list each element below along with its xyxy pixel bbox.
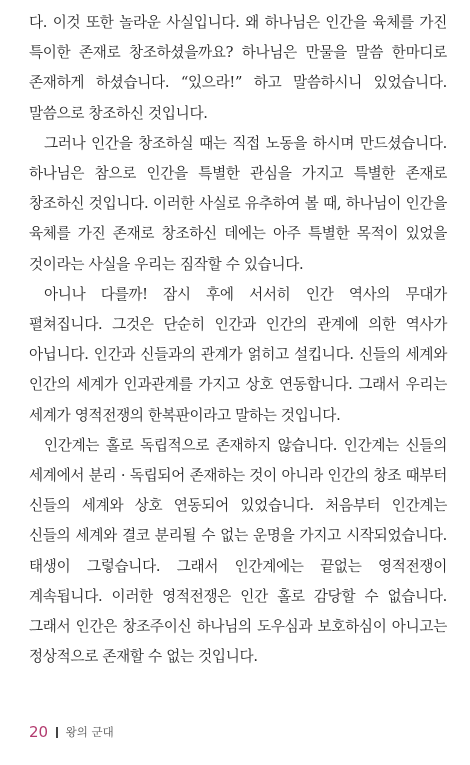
paragraph-2: 그러나 인간을 창조하실 때는 직접 노동을 하시며 만드셨습니다. 하나님은 참으로 인간을 특별한 관심을 가지고 특별한 존재로 창조하신 것입니다. 이러한 사실로 유추하여 볼 때, 하나님이 인간을 육체를 가진 존재로 창조하신 데에는 아주 특별한 목적이 있었을 것이라는 사실을 우리는 짐작할 수 있습니다.: [29, 134, 447, 273]
page-footer: [29, 722, 114, 742]
page-number: 20: [29, 723, 49, 741]
paragraph-4: 인간계는 홀로 독립적으로 존재하지 않습니다. 인간계는 신들의 세계에서 분리 · 독립되어 존재하는 것이 아니라 인간의 창조 때부터 신들의 세계와 상호 연동되어 있었습니다. 처음부터 인간계는 신들의 세계와 결코 분리될 수 없는 운명을 가지고 시작되었습니다. 태생이 그렇습니다. 그래서 인간계에는 끝없는 영적전쟁이 계속됩니다. 이러한 영적전쟁은 인간 홀로 감당할 수 없습니다. 그래서 인간은 창조주이신 하나님의 도우심과 보호하심이 아니고는 정상적으로 존재할 수 없는 것입니다.: [29, 436, 447, 666]
running-title: 왕의 군대: [65, 725, 114, 739]
page-body: [29, 8, 447, 672]
paragraph-1: 다. 이것 또한 놀라운 사실입니다. 왜 하나님은 인간을 육체를 가진 특이한 존재로 창조하셨을까요? 하나님은 만물을 말씀 한마디로 존재하게 하셨습니다. “있으라!” 하고 말씀하시니 있었습니다. 말씀으로 창조하신 것입니다.: [29, 14, 447, 122]
footer-divider: [56, 727, 58, 738]
paragraph-3: 아니나 다를까! 잠시 후에 서서히 인간 역사의 무대가 펼쳐집니다. 그것은 단순히 인간과 인간의 관계에 의한 역사가 아닙니다. 인간과 신들과의 관계가 얽히고 설킵니다. 신들의 세계와 인간의 세계가 인과관계를 가지고 상호 연동합니다. 그래서 우리는 세계가 영적전쟁의 한복판이라고 말하는 것입니다.: [29, 285, 447, 424]
